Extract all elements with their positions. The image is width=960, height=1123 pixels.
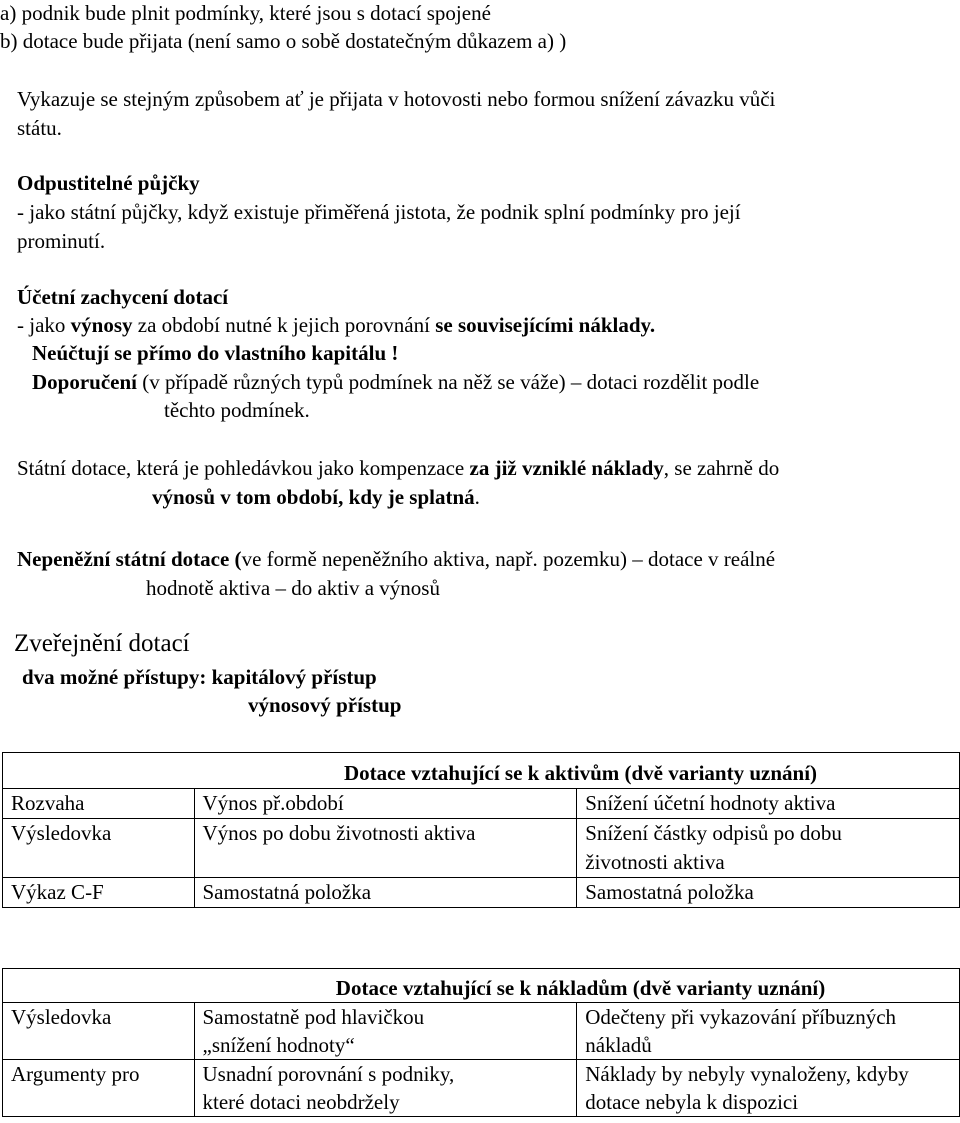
cell-line: dotace nebyla k dispozici	[585, 1090, 799, 1114]
text-run-bold: výnosy	[70, 313, 133, 337]
text-run: za období nutné k jejich porovnání	[132, 313, 436, 337]
text-line: prominutí.	[17, 229, 106, 253]
text-run-bold: za již vzniklé náklady	[469, 456, 664, 480]
table-cell	[194, 1003, 577, 1060]
text-line	[17, 546, 775, 572]
text-run-bold: výnosů v tom období, kdy je splatná	[152, 485, 475, 509]
cell-line: Snížení částky odpisů po dobu	[585, 821, 842, 845]
table-cell	[3, 819, 195, 878]
text-run-bold: Doporučení	[32, 370, 137, 394]
heading-ucetni-zachyceni: Účetní zachycení dotací	[17, 285, 229, 309]
text-line: - jako státní půjčky, když existuje přiměřená jistota, že podnik splní podmínky pro její	[17, 200, 741, 224]
table-cell	[577, 1060, 960, 1117]
table-row	[3, 878, 960, 908]
text-line: a) podnik bude plnit podmínky, které jsou s dotací spojené	[0, 1, 491, 25]
text-line: dva možné přístupy: kapitálový přístup	[22, 665, 377, 689]
text-run: (v případě různých typů podmínek na něž se váže) – dotaci rozdělit podle	[137, 370, 760, 394]
table-cell: Výnos př.období	[194, 789, 577, 819]
table-cell	[3, 1060, 195, 1117]
cell-line: Výsledovka	[11, 821, 112, 845]
table-cell	[194, 819, 577, 878]
text-line	[152, 484, 480, 510]
cell-line: Usnadní porovnání s podniky,	[202, 1062, 455, 1086]
table-row	[3, 1003, 960, 1060]
cell-line: nákladů	[585, 1033, 652, 1057]
text-line: výnosový přístup	[248, 693, 402, 717]
text-line	[17, 312, 655, 338]
table-row	[3, 789, 960, 819]
table-cell	[194, 1060, 577, 1117]
table-assets-grants	[2, 752, 960, 908]
cell-line: Samostatně pod hlavičkou	[202, 1005, 425, 1029]
text-line	[32, 369, 759, 395]
text-run-bold: se souvisejícími náklady.	[435, 313, 656, 337]
cell-line: které dotaci neobdržely	[202, 1090, 400, 1114]
text-line	[17, 455, 779, 481]
table-cell	[3, 1003, 195, 1060]
text-line: Vykazuje se stejným způsobem ať je přijata v hotovosti nebo formou snížení závazku vůči	[17, 87, 776, 111]
table-cell: Snížení účetní hodnoty aktiva	[577, 789, 960, 819]
table-header: Dotace vztahující se k nákladům (dvě varianty uznání)	[194, 969, 960, 1003]
table-header-spacer	[3, 753, 195, 789]
table-row	[3, 1060, 960, 1117]
table-cost-grants	[2, 968, 960, 1117]
text-run-bold: Nepeněžní státní dotace (	[17, 547, 242, 571]
text-line: Neúčtují se přímo do vlastního kapitálu !	[32, 341, 399, 365]
cell-line: Odečteny při vykazování příbuzných	[585, 1005, 897, 1029]
cell-line: Výsledovka	[11, 1005, 112, 1029]
cell-line: životnosti aktiva	[585, 850, 725, 874]
cell-line: Výnos po dobu životnosti aktiva	[202, 821, 476, 845]
text-line: b) dotace bude přijata (není samo o sobě dostatečným důkazem a) )	[0, 29, 567, 53]
text-run: , se zahrně do	[663, 456, 780, 480]
table-header: Dotace vztahující se k aktivům (dvě varianty uznání)	[194, 753, 960, 789]
table-cell	[577, 819, 960, 878]
table-cell	[577, 1003, 960, 1060]
text-run: Státní dotace, která je pohledávkou jako kompenzace	[17, 456, 470, 480]
heading-odpustitelne-pujcky: Odpustitelné půjčky	[17, 171, 200, 195]
text-line: hodnotě aktiva – do aktiv a výnosů	[146, 576, 440, 600]
text-run: ve formě nepeněžního aktiva, např. pozemku) – dotace v reálné	[241, 547, 776, 571]
text-line: těchto podmínek.	[164, 398, 310, 422]
table-cell: Samostatná položka	[194, 878, 577, 908]
text-run: .	[474, 485, 480, 509]
text-run: - jako	[17, 313, 71, 337]
text-line: státu.	[17, 116, 62, 140]
cell-line: „snížení hodnoty“	[202, 1033, 355, 1057]
table-row	[3, 819, 960, 878]
cell-line: Argumenty pro	[11, 1062, 140, 1086]
table-header-spacer	[3, 969, 195, 1003]
table-cell: Rozvaha	[3, 789, 195, 819]
table-cell: Výkaz C-F	[3, 878, 195, 908]
table-cell: Samostatná položka	[577, 878, 960, 908]
heading-zverejneni-dotaci: Zveřejnění dotací	[14, 630, 190, 657]
cell-line: Náklady by nebyly vynaloženy, kdyby	[585, 1062, 909, 1086]
